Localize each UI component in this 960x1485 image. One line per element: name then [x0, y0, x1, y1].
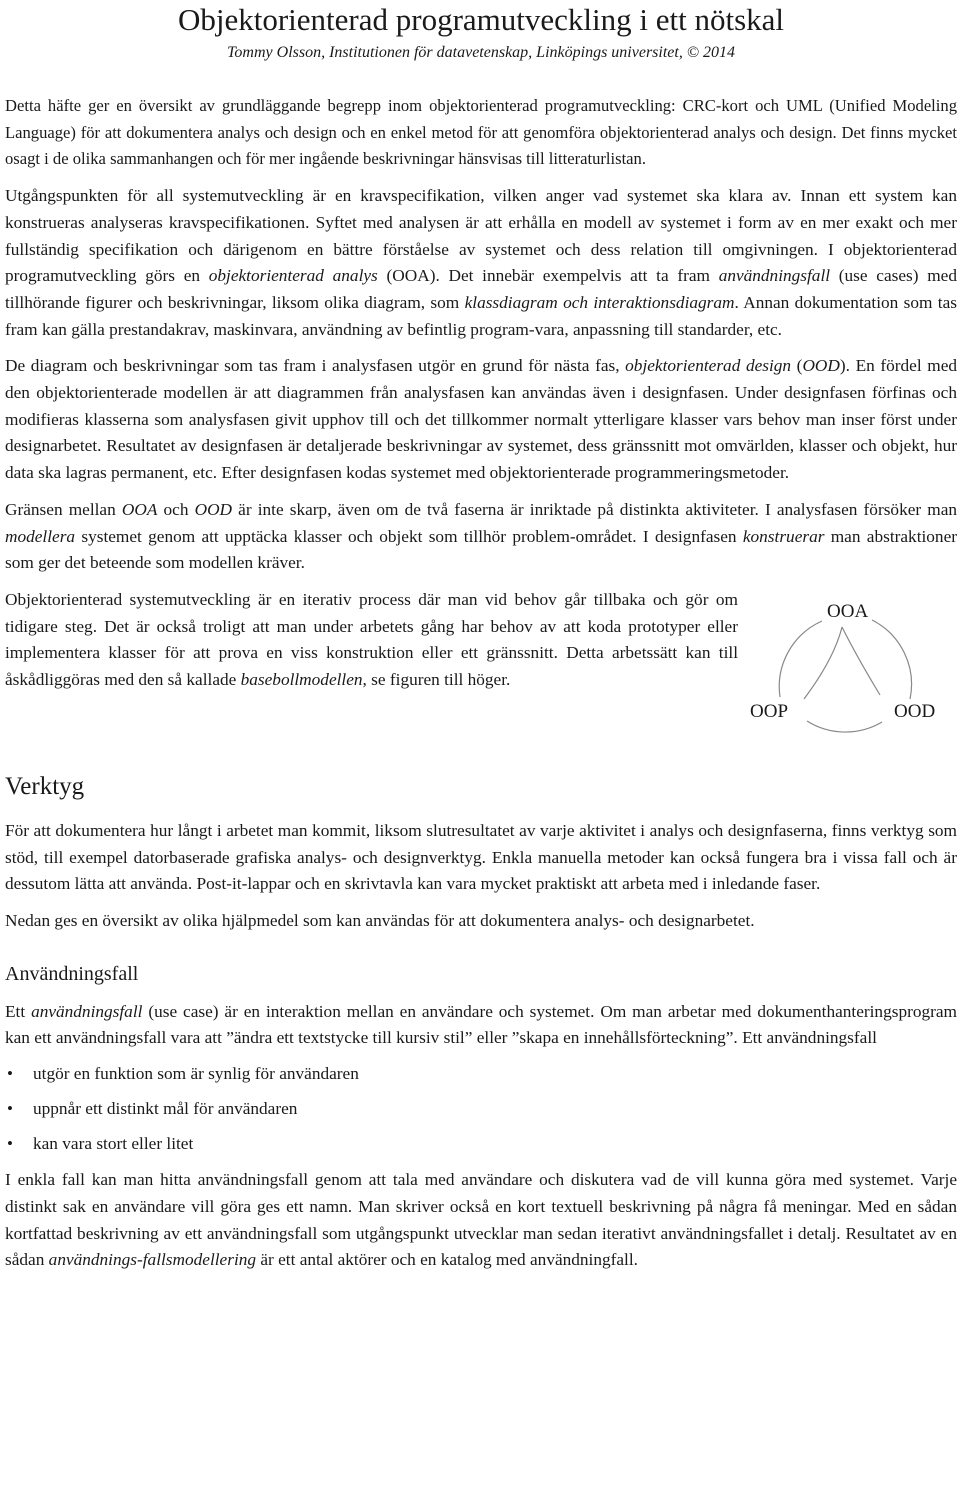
intro-paragraph-3: De diagram och beskrivningar som tas fram i analysfasen utgör en grund för nästa fas, objektorienterad design (OOD). En fördel med den objektorienterade modellen är att diagrammen från analysfasen kan användas även i designfasen. Under designfasen förfinas och modifieras klasserna som analysfasen givit upphov till och det tillkommer normalt ytterligare klasser vars behov man inser först under designarbetet. Resultatet av designfasen är detaljerade beskrivningar av systemet, dess gränssnitt mot omvärlden, klasser och objekt, hur data ska lagras permanent, etc. Efter designfasen kodas systemet med objektorienterade programmeringsmetoder.: [5, 356, 958, 483]
bullet-icon: •: [7, 1099, 13, 1119]
figure-label-ooa: OOA: [827, 600, 869, 622]
author-byline: Tommy Olsson, Institutionen för datavetenskap, Linköpings universitet, © 2014: [227, 44, 735, 61]
list-item: • uppnår ett distinkt mål för användaren: [5, 1091, 957, 1126]
verktyg-paragraph-1: För att dokumentera hur långt i arbetet man kommit, liksom slutresultatet av varje aktivitet i analys och designfaserna, finns verktyg som stöd, till exempel datorbaserade grafiska analys- och designverktyg. Enkla manuella metoder kan också fungera bra i vissa fall och är dessutom lätta att använda. Post-it-lappar och en skrivtavla kan vara mycket praktiskt att arbeta med i inledande faser.: [5, 820, 957, 894]
section-heading-verktyg: Verktyg: [5, 772, 85, 800]
document-title: Objektorienterad programutveckling i ett nötskal: [177, 2, 785, 37]
baseball-model-diagram: [742, 587, 957, 737]
arc-ood-ooa: [872, 620, 912, 699]
list-item: • utgör en funktion som är synlig för användaren: [5, 1056, 957, 1091]
arc-ooa-oop: [779, 621, 822, 697]
list-item: • kan vara stort eller litet: [5, 1126, 957, 1161]
anvandningsfall-paragraph-2: I enkla fall kan man hitta användningsfall genom att tala med användare och diskutera vad de vill kunna göra med systemet. Varje distinkt sak en användare vill göra ges ett namn. Man skriver också en kort textuell beskrivning på några få meningar. Med en sådan kortfattad beskrivning av ett användningsfall som utgångspunkt utvecklar man sedan iterativt användningsfallet i detalj. Resultatet av en sådan användnings-fallsmodellering är ett antal aktörer och en katalog med användningfall.: [5, 1170, 957, 1270]
intro-paragraph-2: Utgångspunkten för all systemutveckling är en kravspecifikation, vilken anger vad systemet ska klara av. Innan ett system kan konstrueras analyseras kravspecifikationen. Syftet med analysen är att erhålla en modell av systemet i form av en mer exakt och mer fullständig specifikation och därigenom en bättre förståelse av systemet och dess relation till omgivningen. I objektorienterad programutveckling görs en objektorienterad analys (OOA). Det innebär exempelvis att ta fram användningsfall (use cases) med tillhörande figurer och beskrivningar, liksom olika diagram, som klassdiagram och interaktionsdiagram. Annan dokumentation som tas fram kan gälla prestandakrav, maskinvara, användning av befintlig program-vara, anpassning till standarder, etc.: [5, 186, 957, 339]
baseball-section: [5, 587, 957, 742]
figure-label-oop: OOP: [750, 700, 789, 722]
inner-arc-ooa-ood: [842, 627, 880, 695]
document-page: [5, 0, 957, 1274]
use-case-properties-list: [5, 1056, 957, 1161]
figure-label-ood: OOD: [894, 700, 936, 722]
intro-paragraph-1: Detta häfte ger en översikt av grundläggande begrepp inom objektorienterad programutveckling: CRC-kort och UML (Unified Modeling Language) för att dokumentera analys och design och en enkel metod för att genomföra objektorienterad analys och design. Det finns mycket osagt i de olika sammanhangen och för mer ingående beskrivningar hänsvisas till litteraturlistan.: [5, 96, 957, 169]
section-heading-anvandningsfall: Användningsfall: [5, 962, 139, 985]
intro-paragraph-4: Gränsen mellan OOA och OOD är inte skarp, även om de två faserna är inriktade på distinkta aktiviteter. I analysfasen försöker man modellera systemet genom att upptäcka klasser och objekt som tillhör problem-området. I designfasen konstruerar man abstraktioner som ger det beteende som modellen kräver.: [5, 499, 958, 573]
anvandningsfall-paragraph-1: Ett användningsfall (use case) är en interaktion mellan en användare och systemet. Om man arbetar med dokumenthanteringsprogram kan ett användningsfall vara att ”ändra ett textstycke till kursiv stil” eller ”skapa en innehållsförteckning”. Ett användningsfall: [5, 1001, 957, 1048]
inner-arc-ooa-oop: [804, 627, 842, 699]
arc-oop-ood: [807, 721, 882, 732]
bullet-icon: •: [7, 1134, 13, 1154]
intro-paragraph-5: Objektorienterad systemutveckling är en iterativ process där man vid behov går tillbaka och gör om tidigare steg. Det är också troligt att man under arbetets gång har behov av att koda prototyper eller implementera klasser för att prova en viss konstruktion eller ett gränssnitt. Detta arbetssätt kan till åskådliggöras med den så kallade basebollmodellen, se figuren till höger.: [5, 589, 738, 690]
verktyg-paragraph-2: Nedan ges en översikt av olika hjälpmedel som kan användas för att dokumentera analys- och designarbetet.: [5, 911, 755, 931]
baseball-model-figure: [742, 587, 957, 742]
bullet-icon: •: [7, 1064, 13, 1084]
